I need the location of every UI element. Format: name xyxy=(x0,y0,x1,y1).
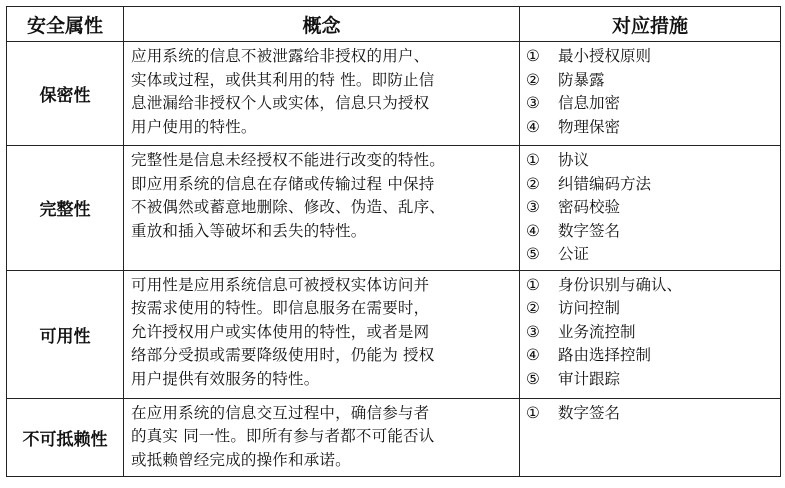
measure-item xyxy=(526,344,776,368)
measure-item xyxy=(526,297,776,321)
concept-cell xyxy=(124,146,520,271)
measure-text: 业务流控制 xyxy=(558,322,636,341)
concept-line: 实体或过程，或供其利用的特 性。即防止信 xyxy=(131,70,435,89)
measure-number: ② xyxy=(526,70,540,89)
measure-number: ② xyxy=(526,174,540,193)
measure-item xyxy=(526,69,776,93)
measure-number: ④ xyxy=(526,221,540,240)
measure-number: ④ xyxy=(526,117,540,136)
concept-line: 的真实 同一性。即所有参与者都不可能否认 xyxy=(131,427,435,445)
table-row xyxy=(7,398,781,476)
measure-text: 身份识别与确认、 xyxy=(558,275,683,294)
concept-cell xyxy=(124,270,520,398)
measure-text: 路由选择控制 xyxy=(558,346,652,364)
concept-line: 在应用系统的信息交互过程中，确信参与者 xyxy=(131,403,430,422)
measure-text: 访问控制 xyxy=(558,299,621,317)
measure-text: 纠错编码方法 xyxy=(558,174,652,193)
concept-line: 按需求使用的特性。即信息服务在需要时， xyxy=(131,299,430,317)
measure-number: ④ xyxy=(526,346,540,364)
property-cell: 完整性 xyxy=(7,146,124,271)
measures-cell xyxy=(520,270,781,398)
measure-text: 协议 xyxy=(558,151,590,169)
measure-text: 审计跟踪 xyxy=(558,369,621,388)
measure-item xyxy=(526,92,776,116)
measure-number: ① xyxy=(526,47,540,65)
measure-number: ③ xyxy=(526,94,540,112)
concept-line: 完整性是信息未经授权不能进行改变的特性。 xyxy=(131,151,446,169)
measure-item xyxy=(526,149,776,173)
measure-text: 最小授权原则 xyxy=(558,47,652,65)
concept-line: 即应用系统的信息在存储或传输过程 中保持 xyxy=(131,174,435,193)
measures-cell xyxy=(520,42,781,146)
measure-number: ① xyxy=(526,403,540,422)
header-row xyxy=(7,7,781,42)
measure-text: 公证 xyxy=(558,245,590,263)
property-cell: 不可抵赖性 xyxy=(7,398,124,476)
measure-number: ⑤ xyxy=(526,245,540,263)
property-cell: 可用性 xyxy=(7,270,124,398)
concept-line: 用户提供有效服务的特性。 xyxy=(131,369,320,388)
header-measures: 对应措施 xyxy=(520,7,781,42)
table-row xyxy=(7,270,781,398)
header-concept: 概念 xyxy=(124,7,520,42)
concept-line: 允许授权用户或实体使用的特性，或者是网 xyxy=(131,322,430,341)
measure-number: ③ xyxy=(526,198,540,216)
measure-item xyxy=(526,243,776,267)
measure-item xyxy=(526,402,776,426)
measure-item xyxy=(526,173,776,197)
measure-number: ① xyxy=(526,275,540,294)
measure-item xyxy=(526,220,776,244)
measure-text: 信息加密 xyxy=(558,94,621,112)
measure-item xyxy=(526,274,776,298)
concept-line: 重放和插入等破坏和丢失的特性。 xyxy=(131,221,367,240)
measures-cell xyxy=(520,398,781,476)
measure-text: 防暴露 xyxy=(558,70,605,89)
concept-line: 不被偶然或蓄意地删除、修改、伪造、乱序、 xyxy=(131,198,446,216)
measure-number: ⑤ xyxy=(526,369,540,388)
table-row xyxy=(7,42,781,146)
concept-line: 络部分受损或需要降级使用时，仍能为 授权 xyxy=(131,346,435,364)
measure-text: 物理保密 xyxy=(558,117,621,136)
concept-cell xyxy=(124,398,520,476)
measure-item xyxy=(526,45,776,69)
measure-text: 数字签名 xyxy=(558,403,621,422)
property-cell: 保密性 xyxy=(7,42,124,146)
measure-text: 数字签名 xyxy=(558,221,621,240)
concept-line: 或抵赖曾经完成的操作和承诺。 xyxy=(131,450,351,469)
concept-line: 用户使用的特性。 xyxy=(131,117,257,136)
measure-item xyxy=(526,196,776,220)
measure-number: ① xyxy=(526,151,540,169)
table-row xyxy=(7,146,781,271)
security-properties-table xyxy=(6,6,781,477)
measure-item xyxy=(526,116,776,140)
measure-item xyxy=(526,321,776,345)
measure-number: ② xyxy=(526,299,540,317)
header-property: 安全属性 xyxy=(7,7,124,42)
concept-cell xyxy=(124,42,520,146)
concept-line: 息泄漏给非授权个人或实体，信息只为授权 xyxy=(131,94,430,112)
measures-cell xyxy=(520,146,781,271)
measure-number: ③ xyxy=(526,322,540,341)
measure-text: 密码校验 xyxy=(558,198,621,216)
concept-line: 可用性是应用系统信息可被授权实体访问并 xyxy=(131,275,430,294)
concept-line: 应用系统的信息不被泄露给非授权的用户、 xyxy=(131,47,430,65)
measure-item xyxy=(526,368,776,392)
